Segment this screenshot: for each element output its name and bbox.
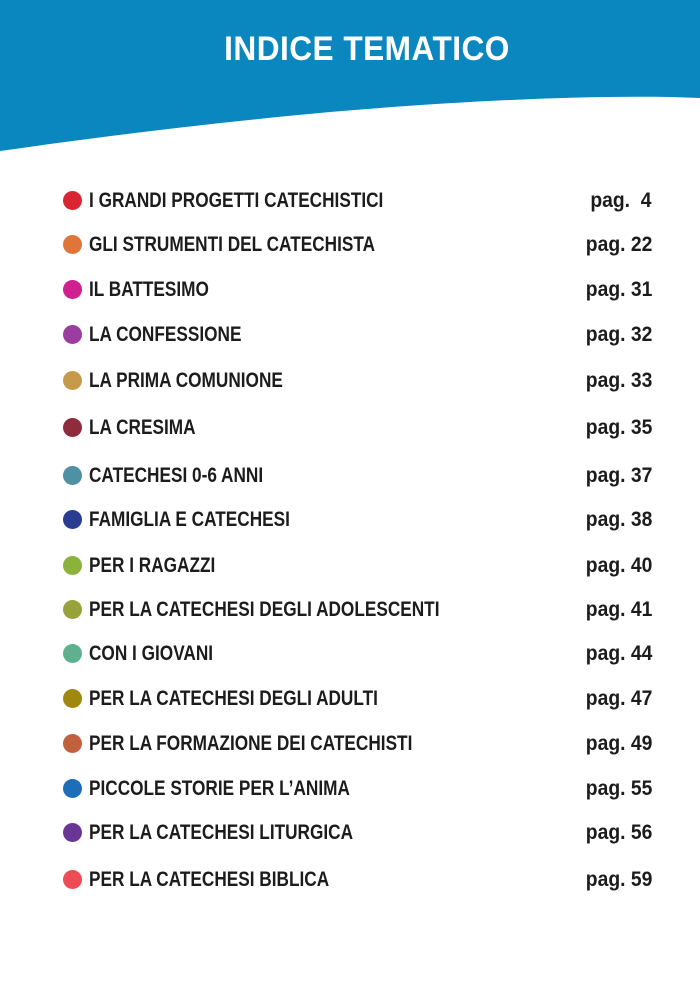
index-entry	[0, 818, 700, 848]
bullet-dot-icon	[63, 510, 82, 529]
bullet-dot-icon	[63, 689, 82, 708]
index-entry	[0, 639, 700, 669]
entry-label: PER LA CATECHESI DEGLI ADOLESCENTI	[89, 598, 440, 621]
index-entry	[0, 865, 700, 895]
entry-page-number: pag. 59	[585, 868, 652, 891]
entry-label: LA CRESIMA	[89, 416, 196, 439]
bullet-dot-icon	[63, 600, 82, 619]
index-entry	[0, 774, 700, 804]
entry-page-number: pag. 35	[585, 416, 652, 439]
bullet-dot-icon	[63, 823, 82, 842]
index-entry	[0, 413, 700, 443]
index-entry	[0, 186, 700, 216]
index-entry	[0, 230, 700, 260]
entry-page-number: pag. 22	[585, 233, 652, 256]
index-entry	[0, 684, 700, 714]
entry-label: LA CONFESSIONE	[89, 323, 242, 346]
index-entry	[0, 505, 700, 535]
index-entry	[0, 275, 700, 305]
bullet-dot-icon	[63, 779, 82, 798]
entry-page-number: pag. 55	[585, 777, 652, 800]
entry-label: GLI STRUMENTI DEL CATECHISTA	[89, 233, 376, 256]
entry-page-number: pag. 40	[585, 554, 652, 577]
bullet-dot-icon	[63, 734, 82, 753]
index-entry	[0, 461, 700, 491]
bullet-dot-icon	[63, 280, 82, 299]
entry-page-number: pag. 31	[585, 278, 652, 301]
entry-page-number: pag. 38	[585, 508, 652, 531]
bullet-dot-icon	[63, 325, 82, 344]
entry-label: IL BATTESIMO	[89, 278, 209, 301]
entry-label: PER LA CATECHESI BIBLICA	[89, 868, 330, 891]
bullet-dot-icon	[63, 191, 82, 210]
bullet-dot-icon	[63, 235, 82, 254]
bullet-dot-icon	[63, 466, 82, 485]
entry-label: LA PRIMA COMUNIONE	[89, 369, 283, 392]
entry-label: I GRANDI PROGETTI CATECHISTICI	[89, 189, 384, 212]
entry-label: PICCOLE STORIE PER L’ANIMA	[89, 777, 350, 800]
bullet-dot-icon	[63, 371, 82, 390]
entry-page-number: pag. 33	[585, 369, 652, 392]
entry-label: PER I RAGAZZI	[89, 554, 216, 577]
index-entry	[0, 729, 700, 759]
index-entry	[0, 551, 700, 581]
entry-label: PER LA CATECHESI LITURGICA	[89, 821, 354, 844]
entry-page-number: pag. 47	[585, 687, 652, 710]
index-entry	[0, 320, 700, 350]
entry-label: PER LA CATECHESI DEGLI ADULTI	[89, 687, 378, 710]
bullet-dot-icon	[63, 418, 82, 437]
entry-page-number: pag. 44	[585, 642, 652, 665]
entry-label: PER LA FORMAZIONE DEI CATECHISTI	[89, 732, 413, 755]
entry-label: CON I GIOVANI	[89, 642, 214, 665]
bullet-dot-icon	[63, 870, 82, 889]
entry-page-number: pag. 49	[585, 732, 652, 755]
bullet-dot-icon	[63, 644, 82, 663]
entry-page-number: pag. 37	[585, 464, 652, 487]
index-entry	[0, 366, 700, 396]
bullet-dot-icon	[63, 556, 82, 575]
entry-page-number: pag. 4	[590, 189, 652, 212]
entry-page-number: pag. 32	[585, 323, 652, 346]
index-entry	[0, 595, 700, 625]
entry-label: CATECHESI 0-6 ANNI	[89, 464, 264, 487]
entry-page-number: pag. 41	[585, 598, 652, 621]
page-title: INDICE TEMATICO	[224, 30, 510, 68]
entry-page-number: pag. 56	[585, 821, 652, 844]
entry-label: FAMIGLIA E CATECHESI	[89, 508, 290, 531]
